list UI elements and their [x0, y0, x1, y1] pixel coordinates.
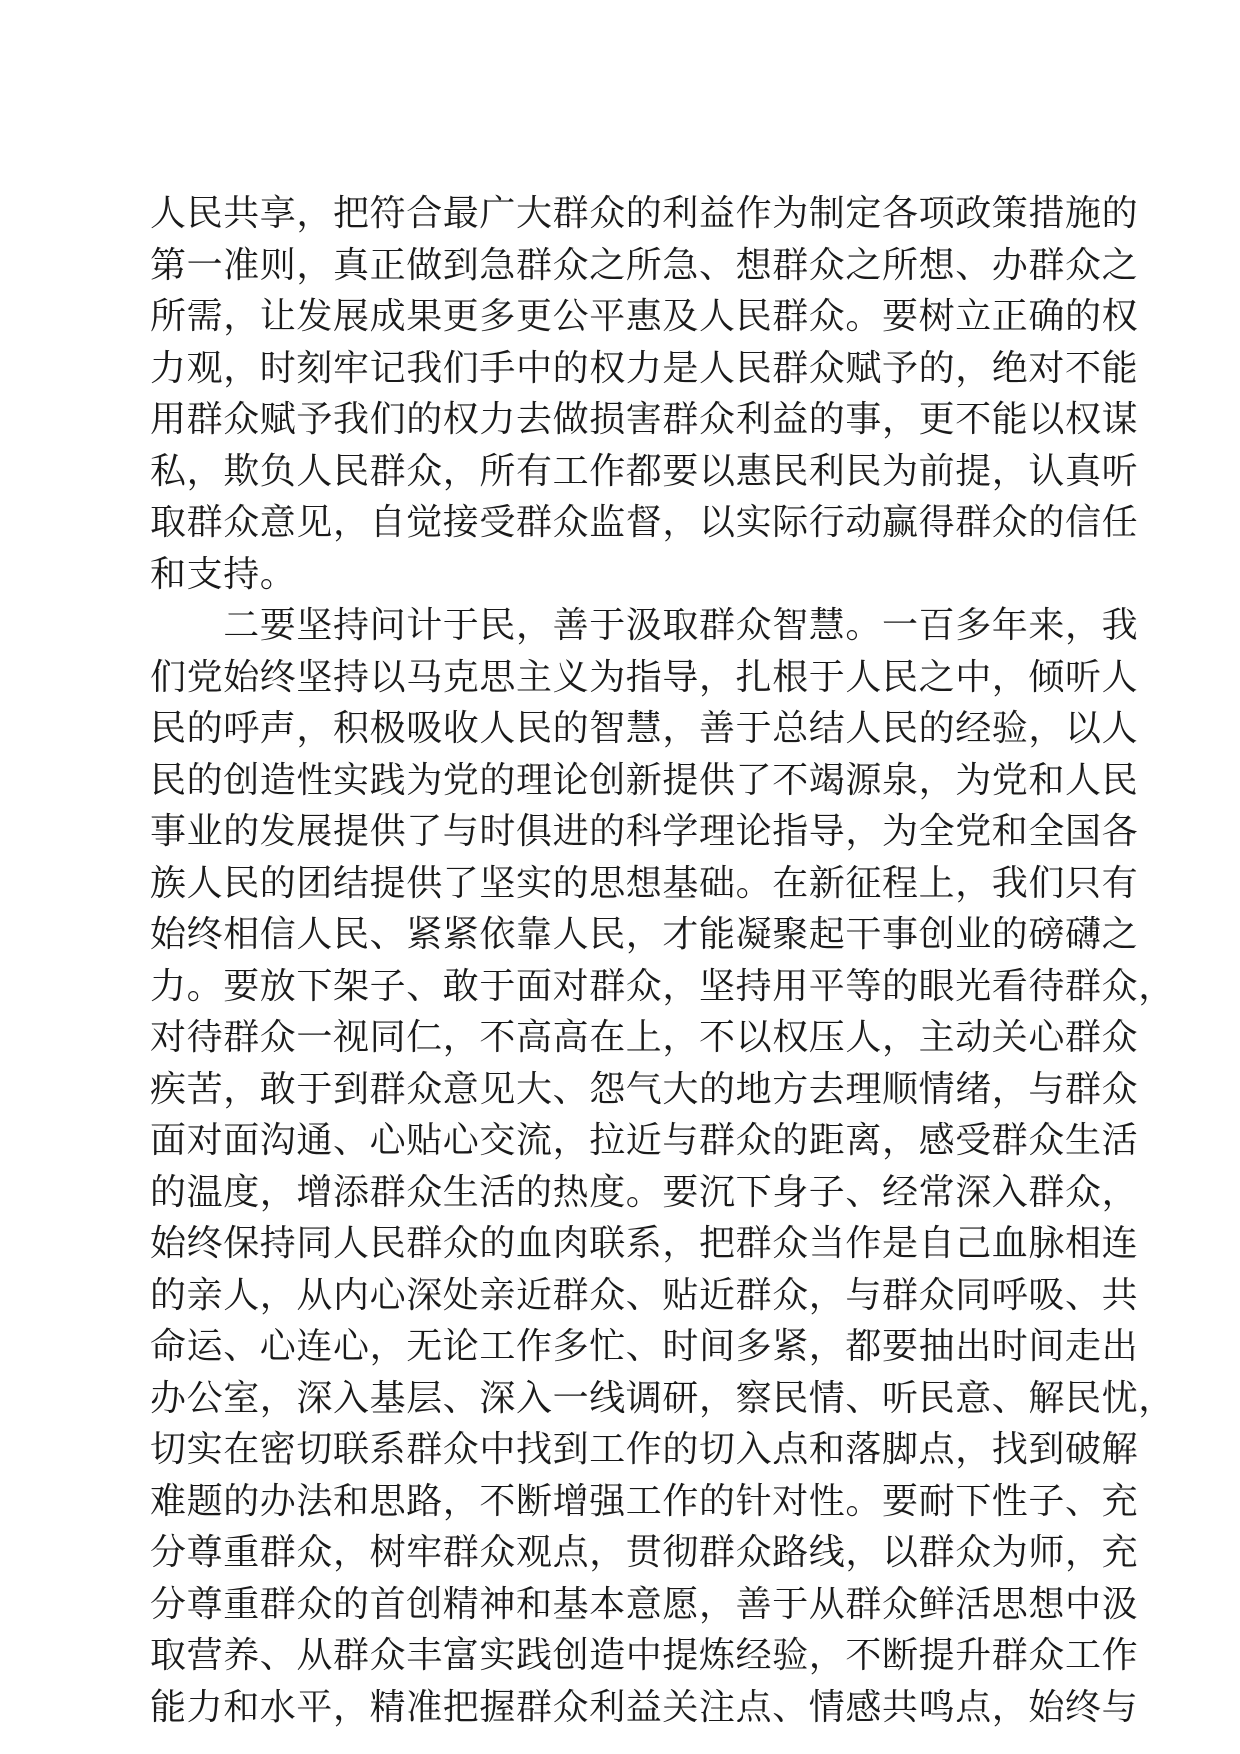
text-line: 分尊重群众，树牢群众观点，贯彻群众路线，以群众为师，充 — [150, 1532, 1139, 1573]
body-text — [150, 188, 1175, 1733]
text-line: 能力和水平，精准把握群众利益关注点、情感共鸣点，始终与 — [150, 1686, 1139, 1728]
text-line: 始终保持同人民群众的血肉联系，把群众当作是自己血脉相连 — [150, 1223, 1139, 1264]
text-line: 用群众赋予我们的权力去做损害群众利益的事，更不能以权谋 — [150, 399, 1139, 440]
text-line: 取营养、从群众丰富实践创造中提炼经验，不断提升群众工作 — [150, 1635, 1139, 1676]
text-line: 民的创造性实践为党的理论创新提供了不竭源泉，为党和人民 — [150, 759, 1139, 801]
paragraph-start-line: 二要坚持问计于民，善于汲取群众智慧。一百多年来，我 — [150, 605, 1139, 646]
text-line: 第一准则，真正做到急群众之所急、想群众之所想、办群众之 — [150, 244, 1139, 286]
text-line: 的温度，增添群众生活的热度。要沉下身子、经常深入群众， — [150, 1171, 1139, 1213]
text-line: 切实在密切联系群众中找到工作的切入点和落脚点，找到破解 — [150, 1429, 1139, 1470]
text-line: 们党始终坚持以马克思主义为指导，扎根于人民之中，倾听人 — [150, 656, 1139, 698]
text-line: 族人民的团结提供了坚实的思想基础。在新征程上，我们只有 — [150, 862, 1139, 904]
text-line: 事业的发展提供了与时俱进的科学理论指导，为全党和全国各 — [150, 811, 1139, 852]
text-line: 对待群众一视同仁，不高高在上，不以权压人，主动关心群众 — [150, 1017, 1139, 1058]
text-line: 所需，让发展成果更多更公平惠及人民群众。要树立正确的权 — [150, 296, 1139, 337]
text-line: 疾苦，敢于到群众意见大、怨气大的地方去理顺情绪，与群众 — [150, 1068, 1139, 1110]
text-line: 面对面沟通、心贴心交流，拉近与群众的距离，感受群众生活 — [150, 1120, 1139, 1161]
text-line: 人民共享，把符合最广大群众的利益作为制定各项政策措施的 — [150, 193, 1139, 234]
text-line: 力观，时刻牢记我们手中的权力是人民群众赋予的，绝对不能 — [150, 347, 1139, 389]
text-line: 命运、心连心，无论工作多忙、时间多紧，都要抽出时间走出 — [150, 1326, 1139, 1367]
text-line: 取群众意见，自觉接受群众监督，以实际行动赢得群众的信任 — [150, 502, 1139, 543]
text-line: 力。要放下架子、敢于面对群众，坚持用平等的眼光看待群众， — [150, 965, 1175, 1007]
text-line: 私，欺负人民群众，所有工作都要以惠民利民为前提，认真听 — [150, 450, 1139, 492]
text-line: 难题的办法和思路，不断增强工作的针对性。要耐下性子、充 — [150, 1480, 1139, 1522]
text-line: 办公室，深入基层、深入一线调研，察民情、听民意、解民忧， — [150, 1377, 1175, 1419]
text-line: 分尊重群众的首创精神和基本意愿，善于从群众鲜活思想中汲 — [150, 1583, 1139, 1625]
text-line: 始终相信人民、紧紧依靠人民，才能凝聚起干事创业的磅礴之 — [150, 914, 1139, 955]
text-line: 和支持。 — [150, 553, 297, 595]
text-line: 的亲人，从内心深处亲近群众、贴近群众，与群众同呼吸、共 — [150, 1274, 1139, 1316]
text-line: 民的呼声，积极吸收人民的智慧，善于总结人民的经验，以人 — [150, 708, 1139, 749]
